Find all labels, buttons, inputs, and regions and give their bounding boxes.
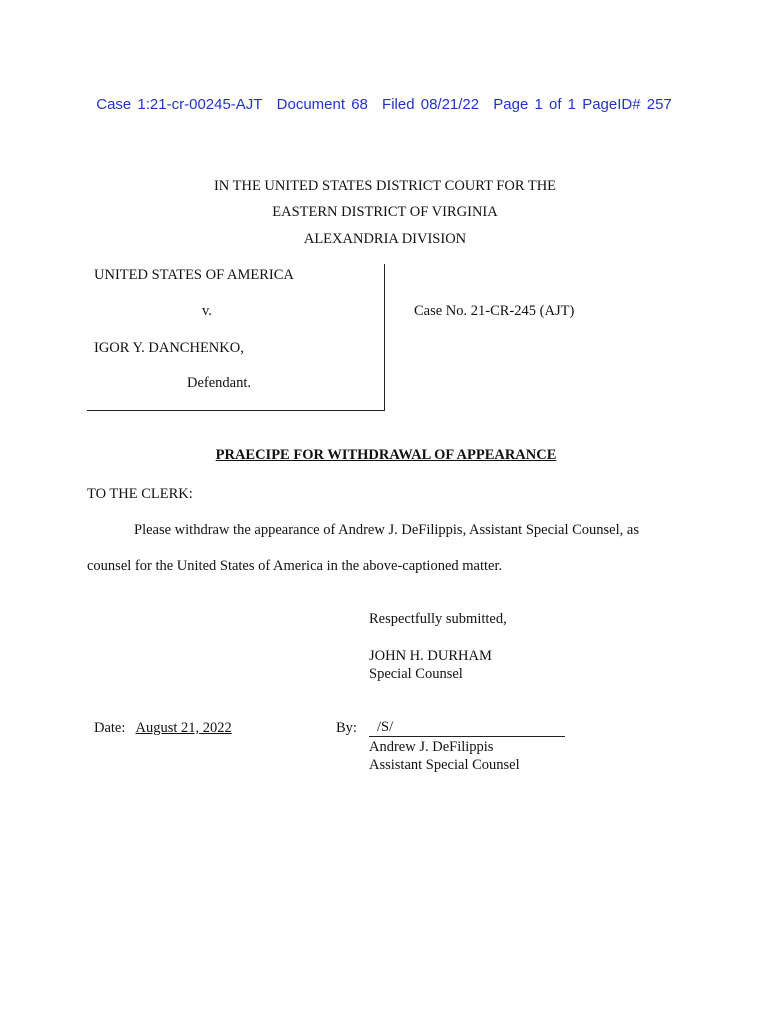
submitter-name: JOHN H. DURHAM: [369, 648, 492, 664]
date-row: [94, 720, 232, 737]
salutation: TO THE CLERK:: [87, 486, 193, 502]
signer-title: Assistant Special Counsel: [369, 757, 520, 773]
date-value: August 21, 2022: [135, 720, 232, 736]
body-line-2: counsel for the United States of America in the above-captioned matter.: [87, 558, 503, 574]
stamp-filed: Filed 08/21/22: [382, 96, 480, 113]
caption-plaintiff: UNITED STATES OF AMERICA: [94, 267, 294, 283]
submitter-title: Special Counsel: [369, 666, 463, 682]
document-title: PRAECIPE FOR WITHDRAWAL OF APPEARANCE: [215, 447, 557, 463]
date-label: Date:: [94, 720, 126, 736]
caption-divider-horizontal: [87, 410, 385, 411]
signature-mark: /S/: [377, 719, 394, 735]
stamp-page: Page 1 of 1 PageID# 257: [493, 96, 672, 113]
closing: Respectfully submitted,: [369, 611, 507, 627]
body-line-1: Please withdraw the appearance of Andrew J. DeFilippis, Assistant Special Counsel, as: [134, 522, 639, 538]
court-heading-line3: ALEXANDRIA DIVISION: [303, 231, 467, 247]
caption-defendant: IGOR Y. DANCHENKO,: [94, 340, 244, 356]
court-heading-line1: IN THE UNITED STATES DISTRICT COURT FOR THE: [213, 178, 557, 194]
stamp-case: Case 1:21-cr-00245-AJT: [96, 96, 263, 113]
caption-divider-vertical: [384, 264, 385, 411]
case-number: Case No. 21-CR-245 (AJT): [414, 303, 575, 319]
caption-defendant-role: Defendant.: [187, 375, 252, 391]
court-heading-line2: EASTERN DISTRICT OF VIRGINIA: [272, 204, 498, 220]
signer-name: Andrew J. DeFilippis: [369, 739, 494, 755]
stamp-document: Document 68: [276, 96, 368, 113]
by-label: By:: [336, 720, 357, 736]
signature-underline: [369, 720, 565, 737]
caption-versus: v.: [202, 303, 212, 319]
ecf-header-stamp: [0, 96, 768, 113]
